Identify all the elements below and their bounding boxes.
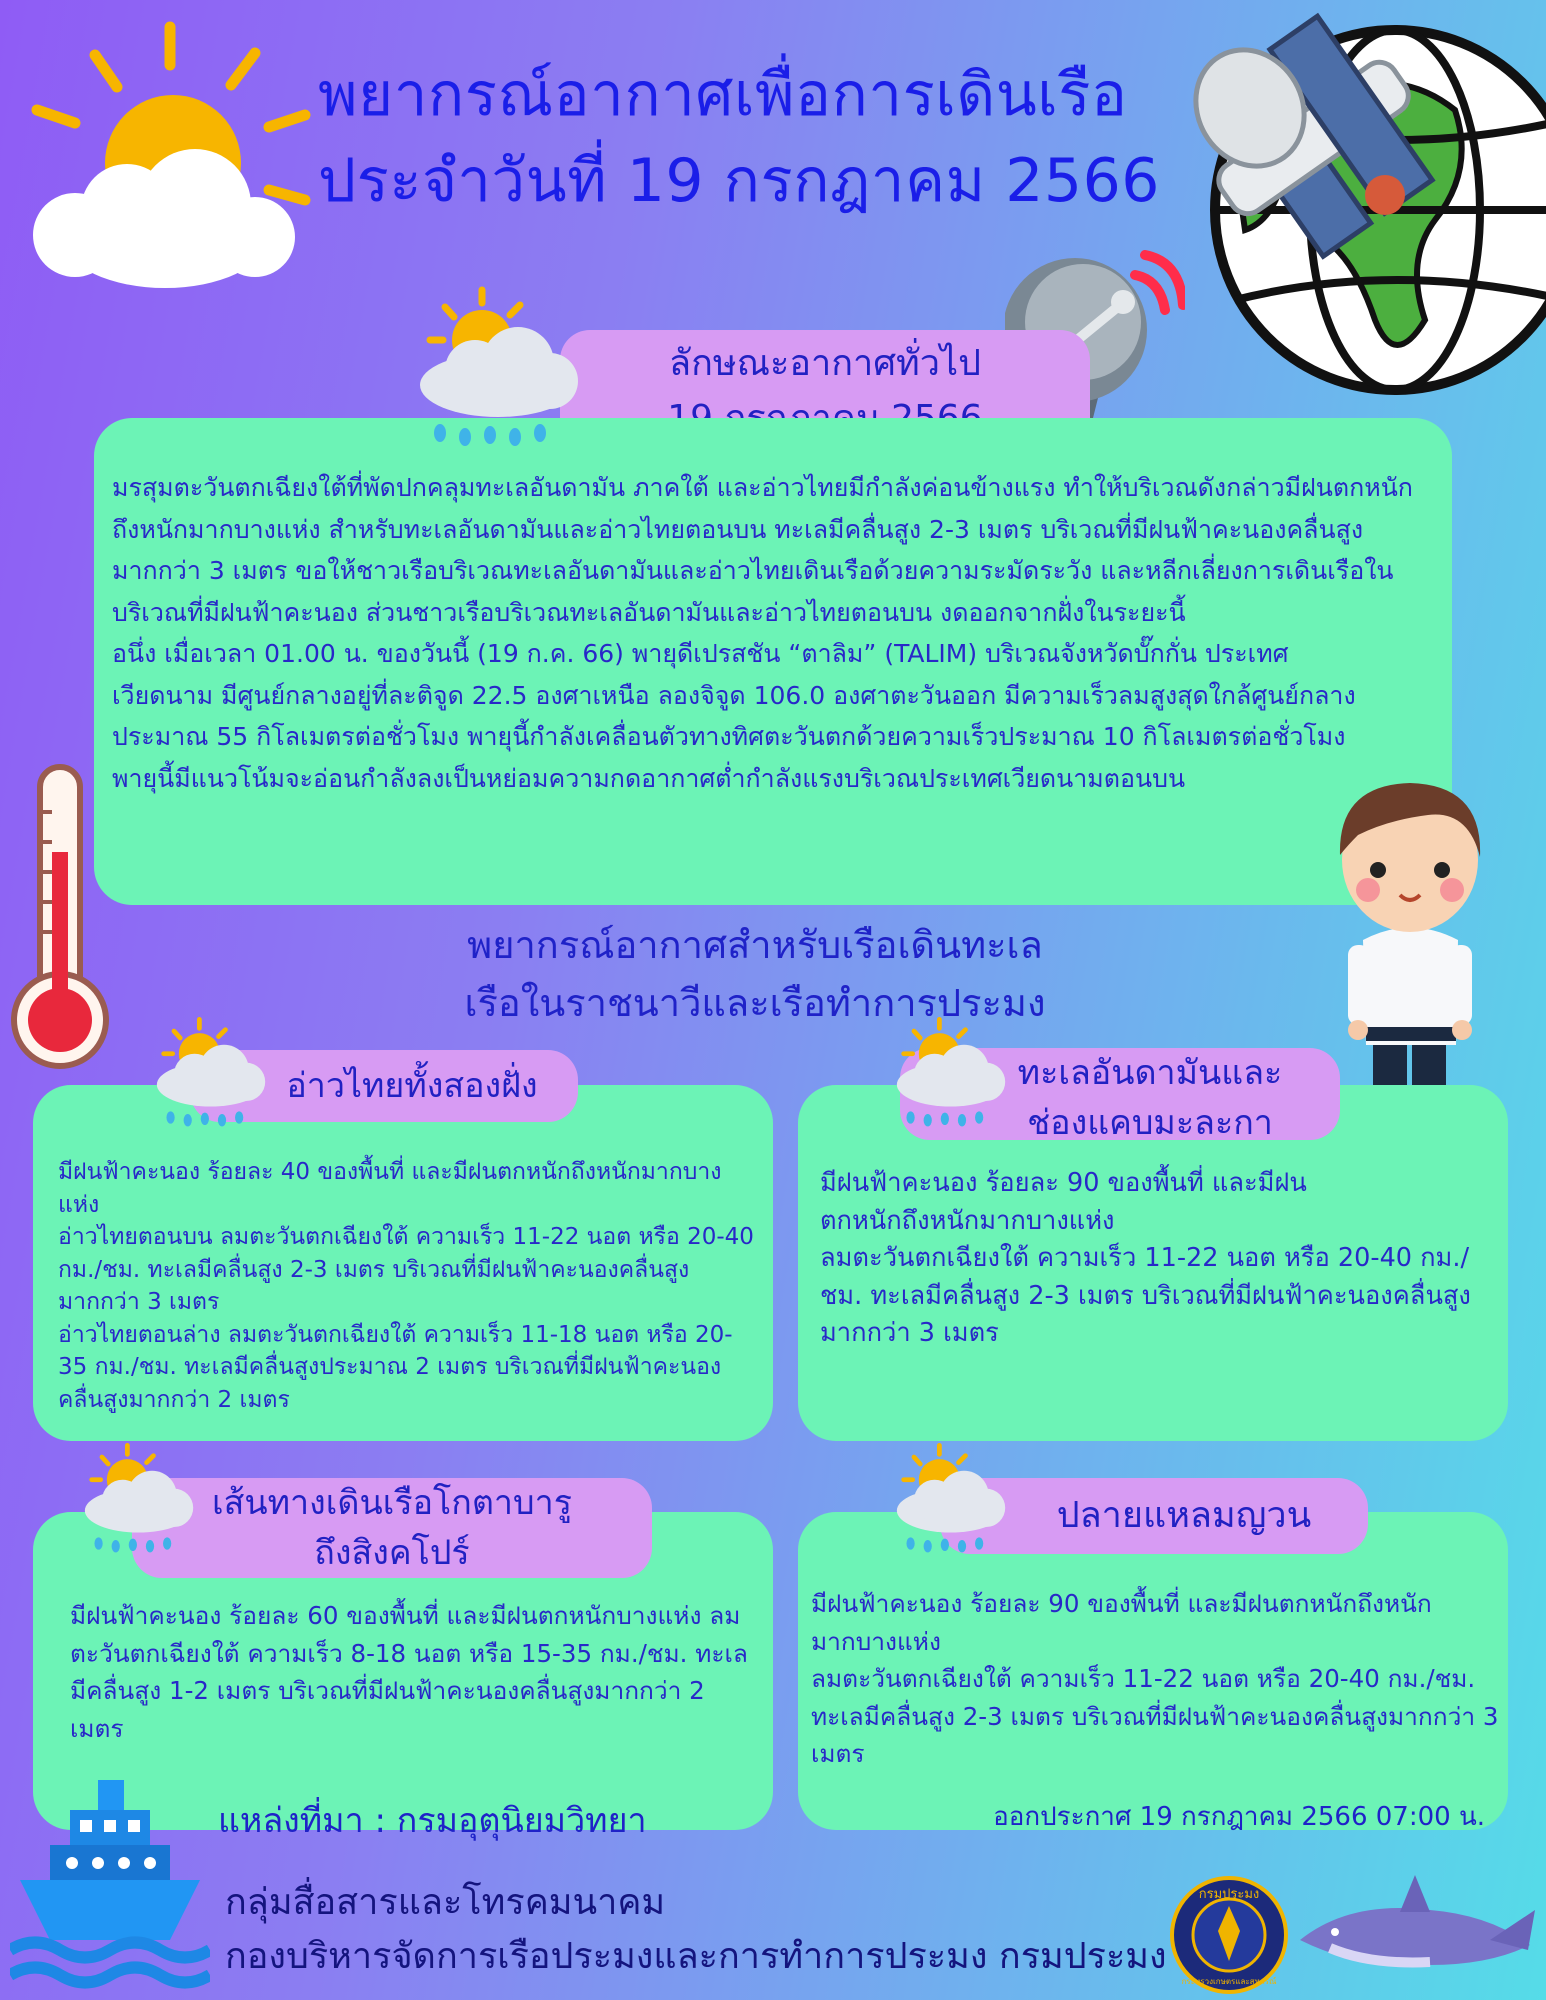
page-title	[318, 52, 1218, 224]
andaman-line-1: มีฝนฟ้าคะนอง ร้อยละ 90 ของพื้นที่ และมีฝนตกหนักถึงหนักมากบางแห่ง	[820, 1168, 1307, 1236]
thermometer-icon	[10, 762, 110, 1074]
fisheries-department-logo	[1170, 1876, 1288, 1994]
general-text	[112, 467, 1432, 799]
rain-cloud-icon	[410, 285, 585, 460]
footer-line-1: กลุ่มสื่อสารและโทรคมนาคม	[225, 1882, 666, 1923]
title-line-2: ประจำวันที่ 19 กรกฎาคม 2566	[318, 146, 1160, 216]
camau-line-2: ลมตะวันตกเฉียงใต้ ความเร็ว 11-22 นอต หรือ 20-40 กม./ชม. ทะเลมีคลื่นสูง 2-3 เมตร บริเวณที่มีฝนฟ้าคะนองคลื่นสูงมากกว่า 3 เมตร	[811, 1664, 1499, 1768]
gulf-line-2: อ่าวไทยตอนบน ลมตะวันตกเฉียงใต้ ความเร็ว 11-22 นอต หรือ 20-40 กม./ชม. ทะเลมีคลื่นสูง 2-3 เมตร บริเวณที่มีฝนฟ้าคะนองคลื่นสูงมากกว่า 3 เมตร	[58, 1224, 754, 1315]
gulf-text	[58, 1156, 758, 1416]
rain-cloud-icon-kota	[78, 1442, 198, 1562]
rain-cloud-icon-gulf	[150, 1016, 270, 1136]
sun-cloud-icon	[15, 15, 315, 305]
andaman-text	[820, 1165, 1500, 1353]
andaman-title-line-1: ทะเลอันดามันและ	[1017, 1053, 1283, 1093]
gulf-line-3: อ่าวไทยตอนล่าง ลมตะวันตกเฉียงใต้ ความเร็ว 11-18 นอต หรือ 20-35 กม./ชม. ทะเลมีคลื่นสูงประมาณ 2 เมตร บริเวณที่มีฝนฟ้าคะนองคลื่นสูงมากกว่า 2 เมตร	[58, 1321, 733, 1413]
orca-icon	[1290, 1870, 1540, 1995]
andaman-title-line-2: ช่องแคบมะละกา	[1027, 1103, 1273, 1143]
forecast-heading	[300, 916, 1210, 1032]
camau-text	[811, 1585, 1501, 1773]
camau-title: ปลายแหลมญวน	[1056, 1495, 1312, 1536]
general-paragraph-2: อนึ่ง เมื่อเวลา 01.00 น. ของวันนี้ (19 ก.ค. 66) พายุดีเปรสชัน “ตาลิม” (TALIM) บริเวณจังหวัดบั๊กกั่น ประเทศเวียดนาม มีศูนย์กลางอยู่ที่ละติจูด 22.5 องศาเหนือ ลองจิจูด 106.0 องศาตะวันออก มีความเร็วลมสูงสุดใกล้ศูนย์กลางประมาณ 55 กิโลเมตรต่อชั่วโมง พายุนี้กำลังเคลื่อนตัวทางทิศตะวันตกด้วยความเร็วประมาณ 10 กิโลเมตรต่อชั่วโมง พายุนี้มีแนวโน้มจะอ่อนกำลังลงเป็นหย่อมความกดอากาศต่ำกำลังแรงบริเวณประเทศเวียดนามตอนบน	[112, 639, 1356, 793]
issued-label: ออกประกาศ 19 กรกฎาคม 2566 07:00 น.	[993, 1802, 1485, 1832]
footer	[225, 1876, 1185, 1984]
general-paragraph-1: มรสุมตะวันตกเฉียงใต้ที่พัดปกคลุมทะเลอันดามัน ภาคใต้ และอ่าวไทยมีกำลังค่อนข้างแรง ทำให้บริเวณดังกล่าวมีฝนตกหนักถึงหนักมากบางแห่ง สำหรับทะเลอันดามันและอ่าวไทยตอนบน ทะเลมีคลื่นสูง 2-3 เมตร บริเวณที่มีฝนฟ้าคะนองคลื่นสูงมากกว่า 3 เมตร ขอให้ชาวเรือบริเวณทะเลอันดามันและอ่าวไทยเดินเรือด้วยความระมัดระวัง และหลีกเลี่ยงการเดินเรือในบริเวณที่มีฝนฟ้าคะนอง ส่วนชาวเรือบริเวณทะเลอันดามันและอ่าวไทยตอนบน งดออกจากฝั่งในระยะนี้	[112, 473, 1413, 627]
rain-cloud-icon-camau	[890, 1442, 1010, 1562]
source-label: แหล่งที่มา : กรมอุตุนิยมวิทยา	[218, 1801, 647, 1841]
globe-satellite-icon	[1175, 0, 1546, 410]
kota-text	[70, 1597, 750, 1747]
logo-top-text: กรมประมง	[1198, 1887, 1260, 1902]
logo-bottom-text: กระทรวงเกษตรและสหกรณ์	[1181, 1977, 1277, 1986]
kota-title-pill	[132, 1478, 652, 1578]
ship-icon	[10, 1775, 210, 1995]
footer-line-2: กองบริหารจัดการเรือประมงและการทำการประมง กรมประมง	[225, 1936, 1167, 1977]
gulf-line-1: มีฝนฟ้าคะนอง ร้อยละ 40 ของพื้นที่ และมีฝนตกหนักถึงหนักมากบางแห่ง	[58, 1159, 722, 1218]
kota-title-line-2: ถึงสิงคโปร์	[314, 1533, 470, 1573]
kota-body: มีฝนฟ้าคะนอง ร้อยละ 60 ของพื้นที่ และมีฝนตกหนักบางแห่ง ลมตะวันตกเฉียงใต้ ความเร็ว 8-18 นอต หรือ 15-35 กม./ชม. ทะเลมีคลื่นสูง 1-2 เมตร บริเวณที่มีฝนฟ้าคะนองคลื่นสูงมากกว่า 2 เมตร	[70, 1601, 748, 1743]
forecast-heading-line-1: พยากรณ์อากาศสำหรับเรือเดินทะเล	[467, 923, 1043, 967]
rain-cloud-icon-andaman	[890, 1016, 1010, 1136]
gulf-title: อ่าวไทยทั้งสองฝั่ง	[286, 1066, 538, 1106]
andaman-line-2: ลมตะวันตกเฉียงใต้ ความเร็ว 11-22 นอต หรือ 20-40 กม./ชม. ทะเลมีคลื่นสูง 2-3 เมตร บริเวณที่มีฝนฟ้าคะนองคลื่นสูงมากกว่า 3 เมตร	[820, 1243, 1471, 1348]
title-line-1: พยากรณ์อากาศเพื่อการเดินเรือ	[318, 60, 1128, 130]
camau-line-1: มีฝนฟ้าคะนอง ร้อยละ 90 ของพื้นที่ และมีฝนตกหนักถึงหนักมากบางแห่ง	[811, 1589, 1432, 1656]
forecast-heading-line-2: เรือในราชนาวีและเรือทำการประมง	[464, 981, 1046, 1025]
general-heading-line-1: ลักษณะอากาศทั่วไป	[669, 343, 981, 384]
kota-title-line-1: เส้นทางเดินเรือโกตาบารู	[212, 1483, 572, 1523]
